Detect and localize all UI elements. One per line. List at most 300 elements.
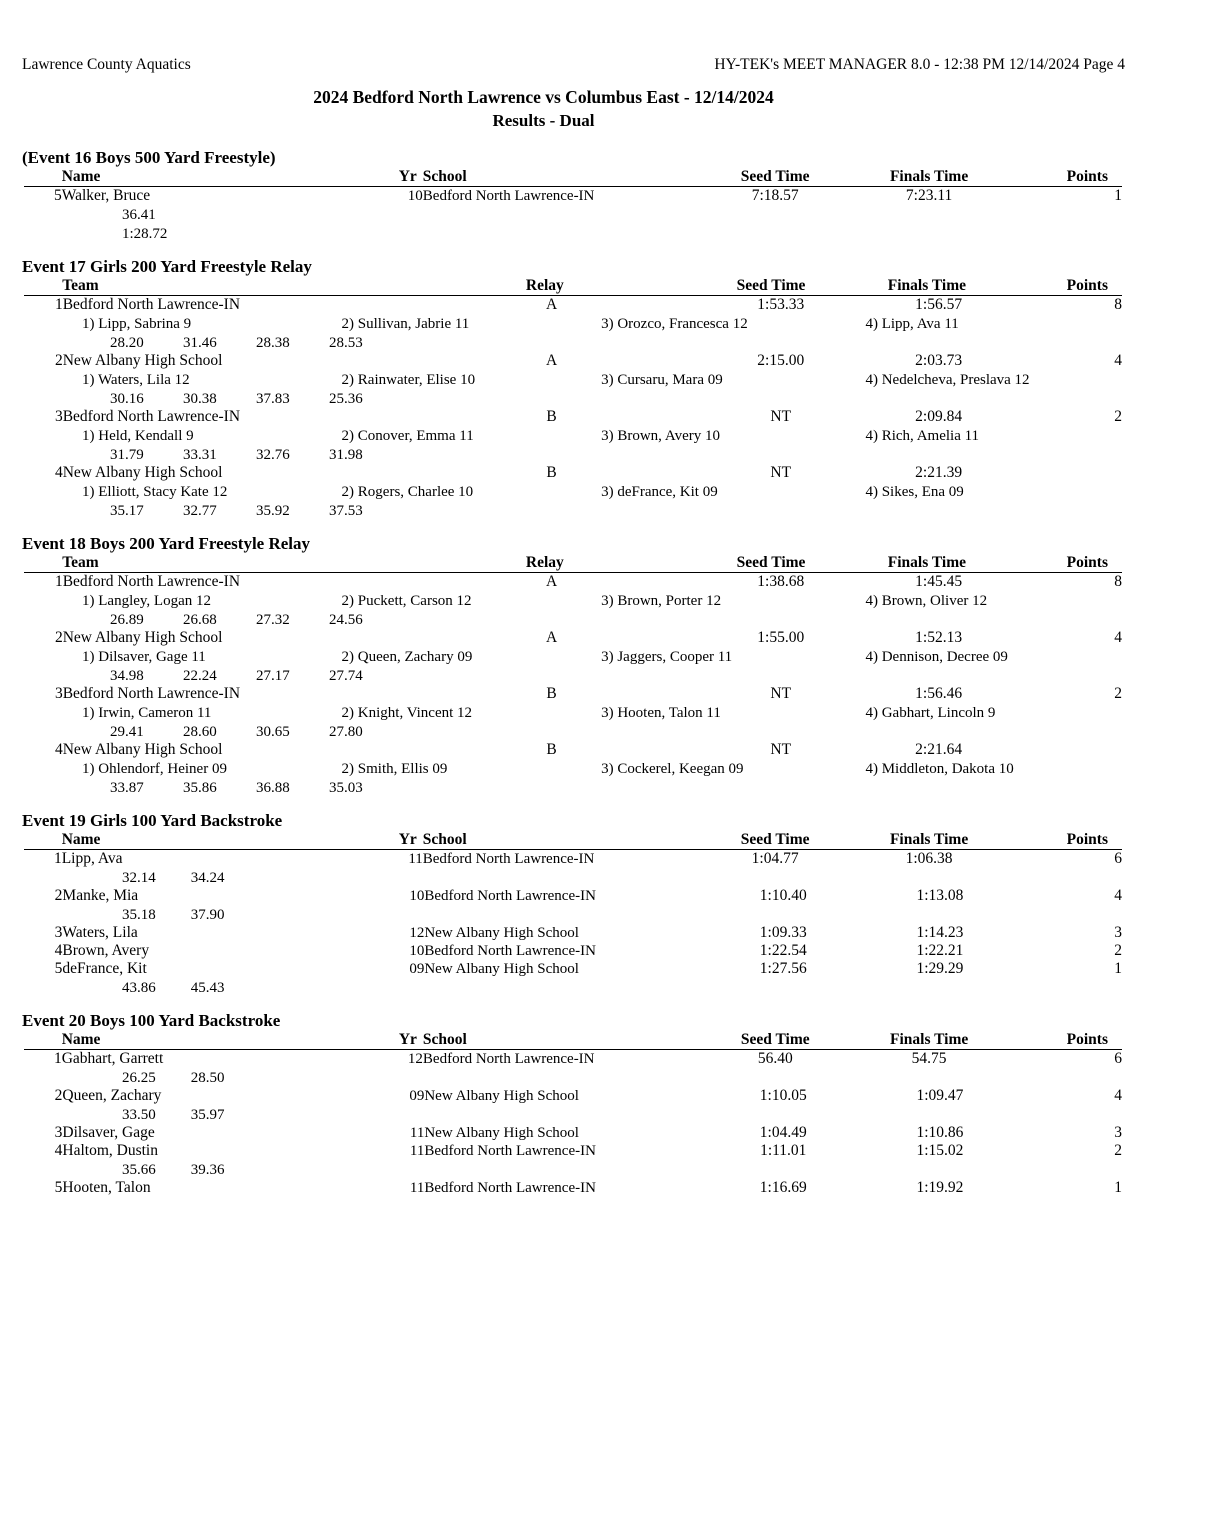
relay-row-table [24,629,1122,647]
seed-time: NT [770,685,792,702]
seed-time: 1:22.54 [759,942,807,959]
split: 22.24 [183,668,217,684]
finals-time: 1:45.45 [915,573,963,590]
split: 26.25 [122,1070,156,1086]
split: 27.32 [256,612,290,628]
table-row [24,408,1122,426]
year: 11 [409,1125,425,1141]
split: 26.89 [110,612,144,628]
relay-letter: A [545,296,558,313]
col-name: Name [62,831,377,850]
relay-leg: 4) Nedelcheva, Preslava 12 [865,372,1030,388]
split: 31.79 [110,447,144,463]
split: 39.36 [190,1162,225,1178]
swimmer-name: Hooten, Talon [62,1179,151,1196]
relay-leg: 1) Ohlendorf, Heiner 09 [82,761,227,777]
col-place [24,277,62,296]
relay-row-table [24,408,1122,426]
split: 28.20 [110,335,144,351]
split: 45.43 [190,980,225,996]
relay-leg: 3) deFrance, Kit 09 [601,484,718,500]
relay-letter: A [545,629,558,646]
event-title: Event 17 Girls 200 Yard Freestyle Relay [22,257,312,276]
column-header-row [24,277,1122,296]
points [1020,741,1122,759]
team-name: Bedford North Lawrence-IN [62,296,241,313]
relay-leg: 4) Sikes, Ena 09 [865,484,964,500]
points: 4 [1114,887,1122,904]
school: Bedford North Lawrence-IN [424,888,596,904]
split-row [110,724,1125,741]
relay-leg: 1) Held, Kendall 9 [82,428,194,444]
split: 35.97 [190,1107,225,1123]
relay-leg: 4) Dennison, Decree 09 [865,649,1008,665]
event-table [24,1179,1122,1197]
relay-row-table [24,685,1122,703]
finals-time: 1:10.86 [916,1124,964,1141]
relay-legs [82,316,1125,333]
split-row [122,226,1125,243]
col-seed-time: Seed Time [701,168,850,187]
table-row [24,850,1122,869]
seed-time: 1:09.33 [759,924,807,941]
place: 5 [54,1179,63,1196]
split: 37.90 [190,907,225,923]
col-place [24,831,62,850]
finals-time: 1:52.13 [915,629,963,646]
relay-leg: 3) Brown, Porter 12 [601,593,722,609]
split: 30.16 [110,391,144,407]
split: 29.41 [110,724,144,740]
split-row [110,780,1125,797]
seed-time: 1:04.49 [759,1124,807,1141]
relay-leg: 3) Orozco, Francesca 12 [601,316,748,332]
table-row [24,629,1122,647]
split: 32.77 [183,503,217,519]
split: 27.80 [329,724,363,740]
header-organization: Lawrence County Aquatics [22,56,191,73]
table-row [24,924,1122,942]
place: 3 [54,1124,63,1141]
split: 1:28.72 [122,226,168,242]
seed-time: NT [770,408,792,425]
relay-leg: 3) Brown, Avery 10 [601,428,720,444]
points: 4 [1114,352,1122,369]
place: 2 [54,352,63,369]
finals-time: 54.75 [911,1050,947,1067]
relay-leg: 2) Rainwater, Elise 10 [341,372,476,388]
place: 1 [53,1050,62,1067]
table-row [24,573,1122,591]
col-team: Team [62,277,394,296]
split: 32.76 [256,447,290,463]
event-table [24,168,1122,205]
col-points: Points [1007,554,1122,573]
relay-leg: 4) Middleton, Dakota 10 [865,761,1014,777]
split-row [110,503,1125,520]
points: 3 [1114,1124,1122,1141]
relay-row-table [24,296,1122,314]
split: 35.86 [183,780,217,796]
relay-leg: 2) Smith, Ellis 09 [341,761,448,777]
event-table [24,554,1122,573]
split: 27.17 [256,668,290,684]
points: 4 [1114,629,1122,646]
column-header-row [24,168,1122,187]
split-row [110,668,1125,685]
school: Bedford North Lawrence-IN [422,851,595,867]
relay-legs [82,761,1125,778]
split: 43.86 [122,980,156,996]
col-seed-time: Seed Time [696,277,847,296]
split-row [110,447,1125,464]
col-place [24,554,62,573]
school: Bedford North Lawrence-IN [422,1051,595,1067]
year: 12 [409,925,425,941]
points: 2 [1114,408,1122,425]
column-header-row [24,1031,1122,1050]
place: 4 [54,942,63,959]
event-table [24,277,1122,296]
relay-legs [82,484,1125,501]
split-row [122,980,1125,997]
seed-time: 1:38.68 [757,573,805,590]
swimmer-name: Manke, Mia [62,887,139,904]
split-row [110,612,1125,629]
year: 09 [409,961,425,977]
relay-legs [82,428,1125,445]
col-yr: Yr [377,1031,423,1050]
year: 10 [409,888,425,904]
points: 6 [1114,850,1122,867]
finals-time: 1:56.57 [915,296,963,313]
place: 3 [54,408,63,425]
swimmer-name: Walker, Bruce [61,187,151,204]
swimmer-name: Brown, Avery [62,942,150,959]
col-finals-time: Finals Time [846,277,1007,296]
meet-title: 2024 Bedford North Lawrence vs Columbus East - 12/14/2024 [313,87,774,107]
col-relay: Relay [394,277,696,296]
relay-letter: B [546,408,557,425]
place: 1 [54,573,63,590]
points: 2 [1114,1142,1122,1159]
split-row [110,391,1125,408]
split-row [122,1107,1125,1124]
relay-leg: 1) Irwin, Cameron 11 [82,705,212,721]
split-row [122,907,1125,924]
seed-time: 1:10.40 [759,887,807,904]
split-row [122,207,1125,224]
table-row [24,685,1122,703]
col-points: Points [1009,168,1122,187]
team-name: New Albany High School [62,352,223,369]
team-name: New Albany High School [62,741,223,758]
points: 3 [1114,924,1122,941]
split: 28.53 [329,335,363,351]
seed-time: 1:11.01 [760,1142,807,1159]
finals-time: 1:19.92 [916,1179,964,1196]
col-seed-time: Seed Time [696,554,847,573]
team-name: Bedford North Lawrence-IN [62,685,241,702]
event-table [24,1124,1122,1160]
table-row [24,1179,1122,1197]
table-row [24,352,1122,370]
finals-time: 1:14.23 [916,924,964,941]
school: New Albany High School [424,1125,579,1141]
year: 11 [408,851,423,867]
finals-time: 2:21.39 [915,464,963,481]
split: 35.03 [329,780,363,796]
seed-time: 7:18.57 [751,187,799,204]
relay-legs [82,705,1125,722]
relay-letter: B [546,741,557,758]
split: 33.50 [122,1107,156,1123]
split: 35.18 [122,907,156,923]
table-row [24,942,1122,960]
col-school: School [423,831,701,850]
points: 1 [1114,1179,1122,1196]
relay-legs [82,372,1125,389]
event-table [24,887,1122,905]
split: 28.50 [190,1070,225,1086]
points: 2 [1114,942,1122,959]
event-table [24,1087,1122,1105]
relay-leg: 3) Cockerel, Keegan 09 [601,761,744,777]
swimmer-name: deFrance, Kit [62,960,147,977]
table-row [24,1124,1122,1142]
event-title: Event 20 Boys 100 Yard Backstroke [22,1011,281,1030]
event-table [24,924,1122,978]
finals-time: 1:22.21 [916,942,964,959]
finals-time: 2:03.73 [915,352,963,369]
finals-time: 1:09.47 [916,1087,964,1104]
points: 1 [1114,960,1122,977]
seed-time: 1:04.77 [751,850,799,867]
finals-time: 1:13.08 [916,887,964,904]
seed-time: 1:27.56 [759,960,807,977]
relay-leg: 3) Hooten, Talon 11 [601,705,721,721]
swimmer-name: Gabhart, Garrett [61,1050,164,1067]
year: 10 [409,943,425,959]
seed-time: 56.40 [757,1050,793,1067]
seed-time: NT [770,741,792,758]
split: 32.14 [122,870,156,886]
split: 26.68 [183,612,217,628]
relay-leg: 2) Puckett, Carson 12 [341,593,472,609]
place: 1 [53,850,62,867]
split: 24.56 [329,612,363,628]
swimmer-name: Dilsaver, Gage [62,1124,155,1141]
col-place [24,168,62,187]
relay-row-table [24,741,1122,759]
col-points: Points [1009,1031,1122,1050]
relay-row-table [24,352,1122,370]
col-finals-time: Finals Time [846,554,1007,573]
col-yr: Yr [377,831,423,850]
col-team: Team [62,554,394,573]
school: New Albany High School [424,925,579,941]
split: 37.53 [329,503,363,519]
table-row [24,887,1122,905]
relay-leg: 2) Conover, Emma 11 [341,428,474,444]
split: 25.36 [329,391,363,407]
relay-leg: 2) Queen, Zachary 09 [341,649,473,665]
col-school: School [423,168,701,187]
split-row [110,335,1125,352]
relay-leg: 3) Jaggers, Cooper 11 [601,649,733,665]
relay-leg: 4) Gabhart, Lincoln 9 [865,705,996,721]
col-finals-time: Finals Time [850,168,1009,187]
split: 30.38 [183,391,217,407]
split: 31.98 [329,447,363,463]
finals-time: 1:15.02 [916,1142,964,1159]
table-row [24,296,1122,314]
team-name: Bedford North Lawrence-IN [62,573,241,590]
seed-time: 1:10.05 [759,1087,807,1104]
split: 36.88 [256,780,290,796]
split: 28.38 [256,335,290,351]
split: 34.24 [190,870,225,886]
school: New Albany High School [424,1088,579,1104]
relay-leg: 4) Rich, Amelia 11 [865,428,980,444]
split: 35.92 [256,503,290,519]
event-title: (Event 16 Boys 500 Yard Freestyle) [22,148,276,167]
finals-time: 2:09.84 [915,408,963,425]
relay-leg: 4) Lipp, Ava 11 [865,316,959,332]
finals-time: 1:29.29 [916,960,964,977]
seed-time: 1:55.00 [757,629,805,646]
points: 8 [1114,573,1122,590]
event-title: Event 19 Girls 100 Yard Backstroke [22,811,283,830]
place: 1 [54,296,63,313]
school: Bedford North Lawrence-IN [422,188,595,204]
relay-row-table [24,464,1122,482]
split: 33.31 [183,447,217,463]
col-points: Points [1007,277,1122,296]
place: 5 [53,187,62,204]
col-seed-time: Seed Time [701,1031,850,1050]
swimmer-name: Queen, Zachary [62,1087,162,1104]
place: 4 [54,464,63,481]
finals-time: 2:21.64 [915,741,963,758]
header-meta: HY-TEK's MEET MANAGER 8.0 - 12:38 PM 12/14/2024 Page 4 [714,56,1125,73]
relay-leg: 2) Knight, Vincent 12 [341,705,473,721]
year: 11 [409,1180,425,1196]
place: 2 [54,629,63,646]
seed-time: 1:16.69 [759,1179,807,1196]
points: 1 [1114,187,1122,204]
col-points: Points [1009,831,1122,850]
page-header [22,56,1125,74]
relay-leg: 1) Lipp, Sabrina 9 [82,316,192,332]
table-row [24,1142,1122,1160]
col-finals-time: Finals Time [850,831,1009,850]
split-row [122,870,1125,887]
place: 2 [54,887,63,904]
place: 5 [54,960,63,977]
col-place [24,1031,62,1050]
place: 3 [54,924,63,941]
event-title: Event 18 Boys 200 Yard Freestyle Relay [22,534,311,553]
meet-subtitle: Results - Dual [492,111,595,130]
col-name: Name [62,168,377,187]
relay-leg: 2) Sullivan, Jabrie 11 [341,316,470,332]
split: 31.46 [183,335,217,351]
split-row [122,1162,1125,1179]
relay-letter: B [546,685,557,702]
event-table [24,831,1122,868]
relay-leg: 4) Brown, Oliver 12 [865,593,988,609]
split: 36.41 [122,207,156,223]
table-row [24,187,1122,206]
year: 11 [409,1143,425,1159]
relay-letter: B [546,464,557,481]
school: Bedford North Lawrence-IN [424,943,596,959]
year: 09 [409,1088,425,1104]
table-row [24,960,1122,978]
swimmer-name: Waters, Lila [62,924,138,941]
points: 4 [1114,1087,1122,1104]
relay-letter: A [545,573,558,590]
team-name: New Albany High School [62,464,223,481]
col-finals-time: Finals Time [850,1031,1009,1050]
column-header-row [24,554,1122,573]
place: 2 [54,1087,63,1104]
seed-time: 2:15.00 [757,352,805,369]
col-name: Name [62,1031,377,1050]
relay-leg: 2) Rogers, Charlee 10 [341,484,474,500]
swimmer-name: Lipp, Ava [61,850,123,867]
table-row [24,464,1122,482]
finals-time: 1:06.38 [905,850,953,867]
place: 3 [54,685,63,702]
school: Bedford North Lawrence-IN [424,1143,596,1159]
relay-row-table [24,573,1122,591]
points: 2 [1114,685,1122,702]
relay-letter: A [545,352,558,369]
split-row [122,1070,1125,1087]
points: 8 [1114,296,1122,313]
year: 10 [407,188,423,204]
seed-time: NT [770,464,792,481]
relay-legs [82,649,1125,666]
split: 27.74 [329,668,363,684]
place: 4 [54,1142,63,1159]
relay-legs [82,593,1125,610]
relay-leg: 1) Waters, Lila 12 [82,372,190,388]
swimmer-name: Haltom, Dustin [62,1142,158,1159]
split: 33.87 [110,780,144,796]
year: 12 [407,1051,423,1067]
event-table [24,1031,1122,1068]
place: 4 [54,741,63,758]
split: 35.66 [122,1162,156,1178]
split: 30.65 [256,724,290,740]
relay-leg: 1) Langley, Logan 12 [82,593,211,609]
relay-leg: 1) Elliott, Stacy Kate 12 [82,484,228,500]
school: Bedford North Lawrence-IN [424,1180,596,1196]
seed-time: 1:53.33 [757,296,805,313]
split: 28.60 [183,724,217,740]
team-name: New Albany High School [62,629,223,646]
split: 35.17 [110,503,144,519]
finals-time: 1:56.46 [915,685,963,702]
col-school: School [423,1031,701,1050]
school: New Albany High School [424,961,579,977]
finals-time: 7:23.11 [905,187,953,204]
relay-leg: 3) Cursaru, Mara 09 [601,372,723,388]
points [1020,464,1122,482]
